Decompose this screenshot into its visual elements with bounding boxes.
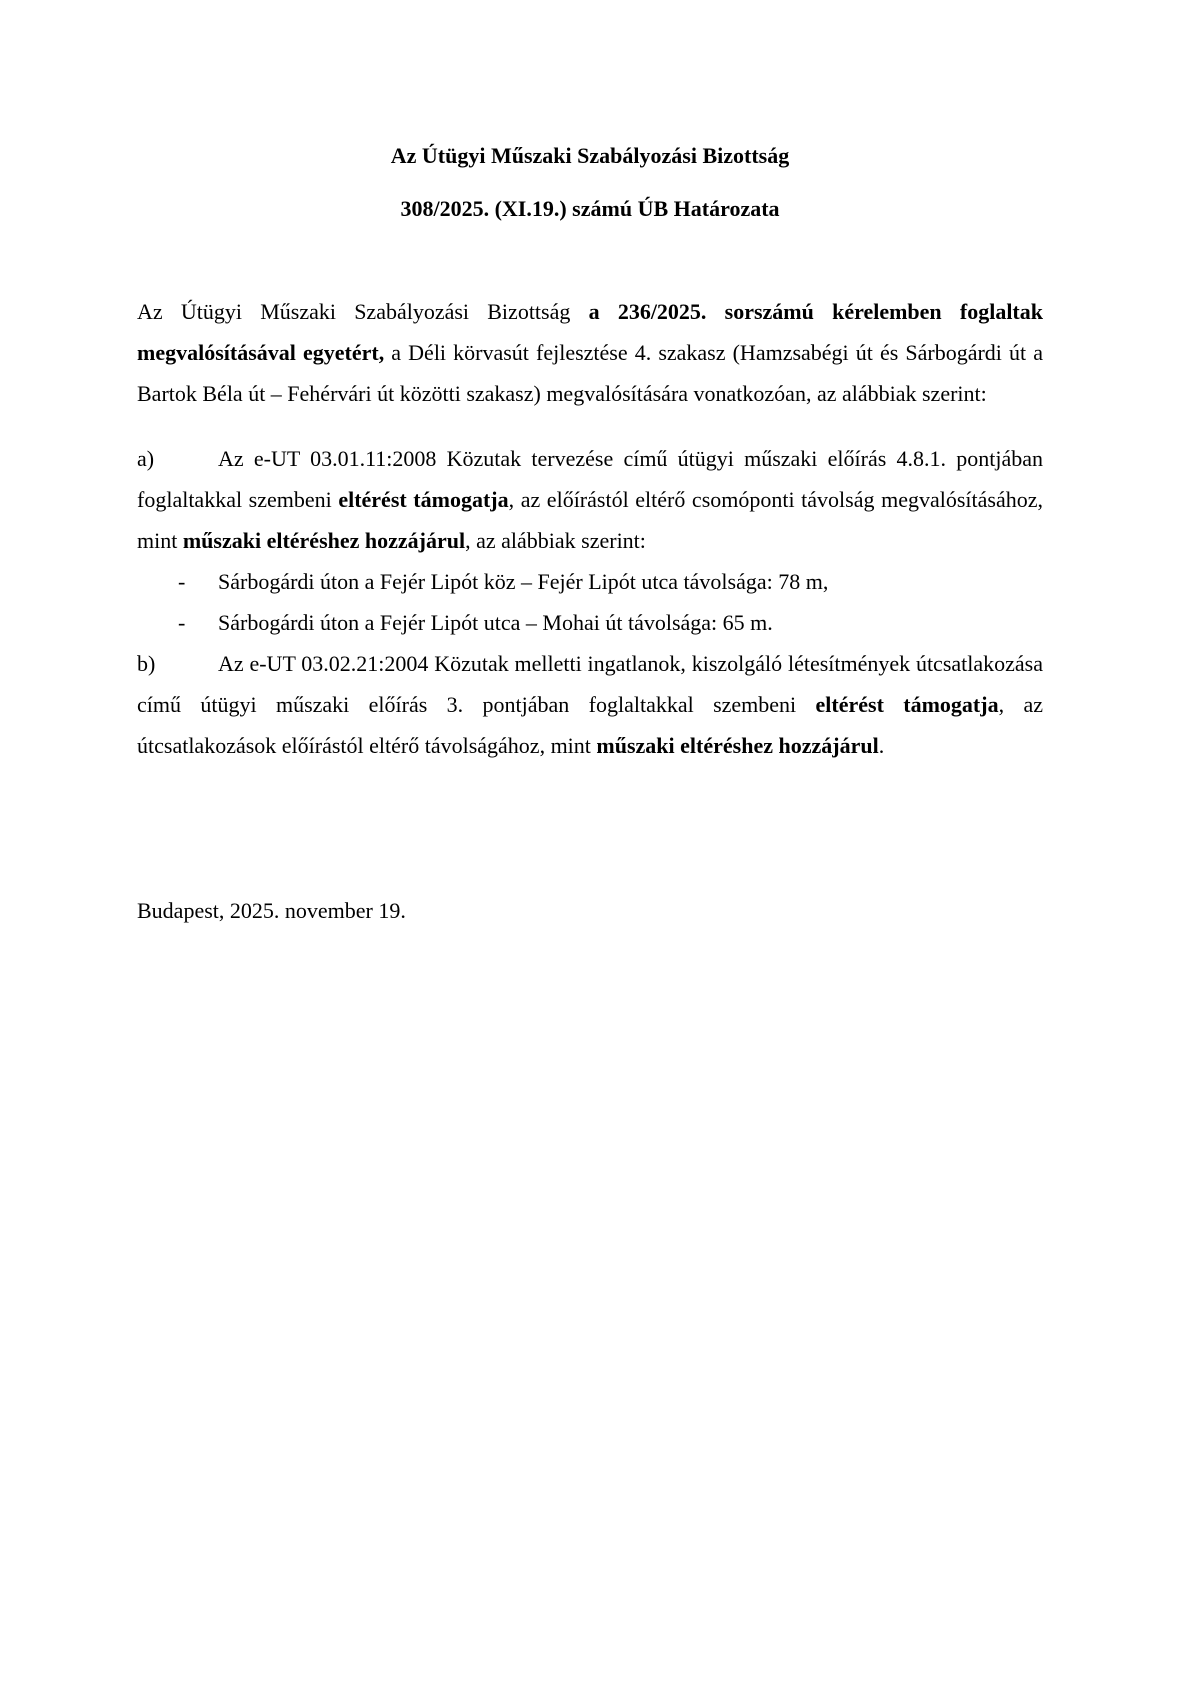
bullet-dash: - <box>178 610 186 635</box>
document-title-line-1: Az Útügyi Műszaki Szabályozási Bizottság <box>390 143 790 168</box>
list-item <box>137 561 1043 602</box>
item-b-text: Az e-UT 03.02.21:2004 Közutak melletti ingatlanok, kiszolgáló létesítmények útcsatlakozása című útügyi műszaki előírás 3. pontjában foglaltakkal szembeni eltérést támogatja, az útcsatlakozások előírástól eltérő távolságához, mint műszaki eltéréshez hozzájárul. <box>137 651 1043 758</box>
item-a-text: Az e-UT 03.01.11:2008 Közutak tervezése című útügyi műszaki előírás 4.8.1. pontjában foglaltakkal szembeni eltérést támogatja, az előírástól eltérő csomóponti távolság megvalósításához, mint műszaki eltéréshez hozzájárul, az alábbiak szerint: <box>137 446 1043 553</box>
item-b-paragraph <box>137 643 1043 766</box>
bullet-text: Sárbogárdi úton a Fejér Lipót köz – Fejér Lipót utca távolsága: 78 m, <box>218 569 829 594</box>
date-line: Budapest, 2025. november 19. <box>137 898 406 923</box>
item-a-paragraph <box>137 438 1043 561</box>
item-b-label: b) <box>137 651 156 676</box>
item-a-label: a) <box>137 446 155 471</box>
bullet-dash: - <box>178 569 186 594</box>
document-title-line-2: 308/2025. (XI.19.) számú ÚB Határozata <box>400 196 780 221</box>
list-item <box>137 602 1043 643</box>
bullet-text: Sárbogárdi úton a Fejér Lipót utca – Mohai út távolsága: 65 m. <box>218 610 773 635</box>
intro-paragraph: Az Útügyi Műszaki Szabályozási Bizottság a 236/2025. sorszámú kérelemben foglaltak megvalósításával egyetért, a Déli körvasút fejlesztése 4. szakasz (Hamzsabégi út és Sárbogárdi út a Bartok Béla út – Fehérvári út közötti szakasz) megvalósítására vonatkozóan, az alábbiak szerint: <box>137 299 1044 406</box>
